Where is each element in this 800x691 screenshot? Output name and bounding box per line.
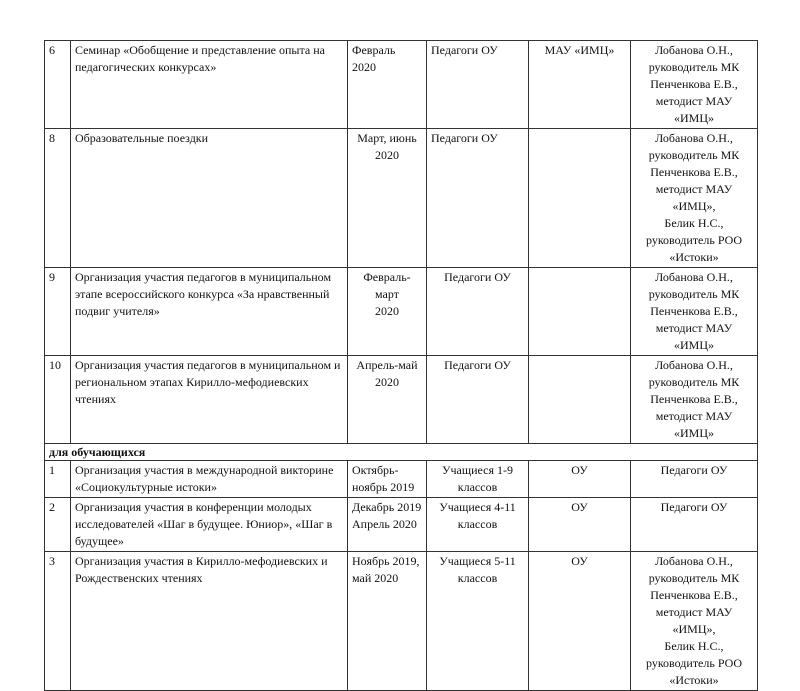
participants-cell: Педагоги ОУ <box>427 268 529 356</box>
table-row <box>45 41 758 129</box>
responsible-cell: Лобанова О.Н., руководитель МК Пенченкова Е.В., методист МАУ «ИМЦ», Белик Н.С., руководитель РОО «Истоки» <box>631 129 758 268</box>
event-cell: Семинар «Обобщение и представление опыта на педагогических конкурсах» <box>71 41 348 129</box>
date-cell: Декабрь 2019 Апрель 2020 <box>348 498 427 552</box>
row-number: 9 <box>45 268 71 356</box>
responsible-cell: Лобанова О.Н., руководитель МК Пенченкова Е.В., методист МАУ «ИМЦ», Белик Н.С., руководитель РОО «Истоки» <box>631 552 758 691</box>
participants-cell: Педагоги ОУ <box>427 41 529 129</box>
participants-cell: Учащиеся 1-9 классов <box>427 461 529 498</box>
date-cell: Октябрь- ноябрь 2019 <box>348 461 427 498</box>
responsible-cell: Лобанова О.Н., руководитель МК Пенченкова Е.В., методист МАУ «ИМЦ» <box>631 41 758 129</box>
table-row <box>45 129 758 268</box>
place-cell: МАУ «ИМЦ» <box>529 41 631 129</box>
responsible-cell: Лобанова О.Н., руководитель МК Пенченкова Е.В., методист МАУ «ИМЦ» <box>631 356 758 444</box>
event-cell: Организация участия педагогов в муниципальном и региональном этапах Кирилло-мефодиевских чтениях <box>71 356 348 444</box>
date-cell: Февраль 2020 <box>348 41 427 129</box>
participants-cell: Педагоги ОУ <box>427 129 529 268</box>
event-cell: Организация участия в международной викторине «Социокультурные истоки» <box>71 461 348 498</box>
responsible-cell: Лобанова О.Н., руководитель МК Пенченкова Е.В., методист МАУ «ИМЦ» <box>631 268 758 356</box>
date-cell: Апрель-май 2020 <box>348 356 427 444</box>
event-cell: Организация участия в конференции молодых исследователей «Шаг в будущее. Юниор», «Шаг в будущее» <box>71 498 348 552</box>
participants-cell: Педагоги ОУ <box>427 356 529 444</box>
table-row <box>45 498 758 552</box>
responsible-cell: Педагоги ОУ <box>631 461 758 498</box>
place-cell: ОУ <box>529 552 631 691</box>
place-cell <box>529 129 631 268</box>
row-number: 8 <box>45 129 71 268</box>
place-cell <box>529 356 631 444</box>
row-number: 6 <box>45 41 71 129</box>
place-cell <box>529 268 631 356</box>
row-number: 10 <box>45 356 71 444</box>
table-row <box>45 552 758 691</box>
event-cell: Образовательные поездки <box>71 129 348 268</box>
table-row <box>45 461 758 498</box>
place-cell: ОУ <box>529 461 631 498</box>
row-number: 2 <box>45 498 71 552</box>
row-number: 3 <box>45 552 71 691</box>
place-cell: ОУ <box>529 498 631 552</box>
table-row <box>45 268 758 356</box>
date-cell: Март, июнь 2020 <box>348 129 427 268</box>
section-row <box>45 444 758 461</box>
table-row <box>45 356 758 444</box>
participants-cell: Учащиеся 5-11 классов <box>427 552 529 691</box>
events-table <box>44 40 758 691</box>
event-cell: Организация участия в Кирилло-мефодиевских и Рождественских чтениях <box>71 552 348 691</box>
section-heading: для обучающихся <box>45 444 758 461</box>
date-cell: Февраль-март 2020 <box>348 268 427 356</box>
date-cell: Ноябрь 2019, май 2020 <box>348 552 427 691</box>
responsible-cell: Педагоги ОУ <box>631 498 758 552</box>
participants-cell: Учащиеся 4-11 классов <box>427 498 529 552</box>
row-number: 1 <box>45 461 71 498</box>
event-cell: Организация участия педагогов в муниципальном этапе всероссийского конкурса «За нравственный подвиг учителя» <box>71 268 348 356</box>
